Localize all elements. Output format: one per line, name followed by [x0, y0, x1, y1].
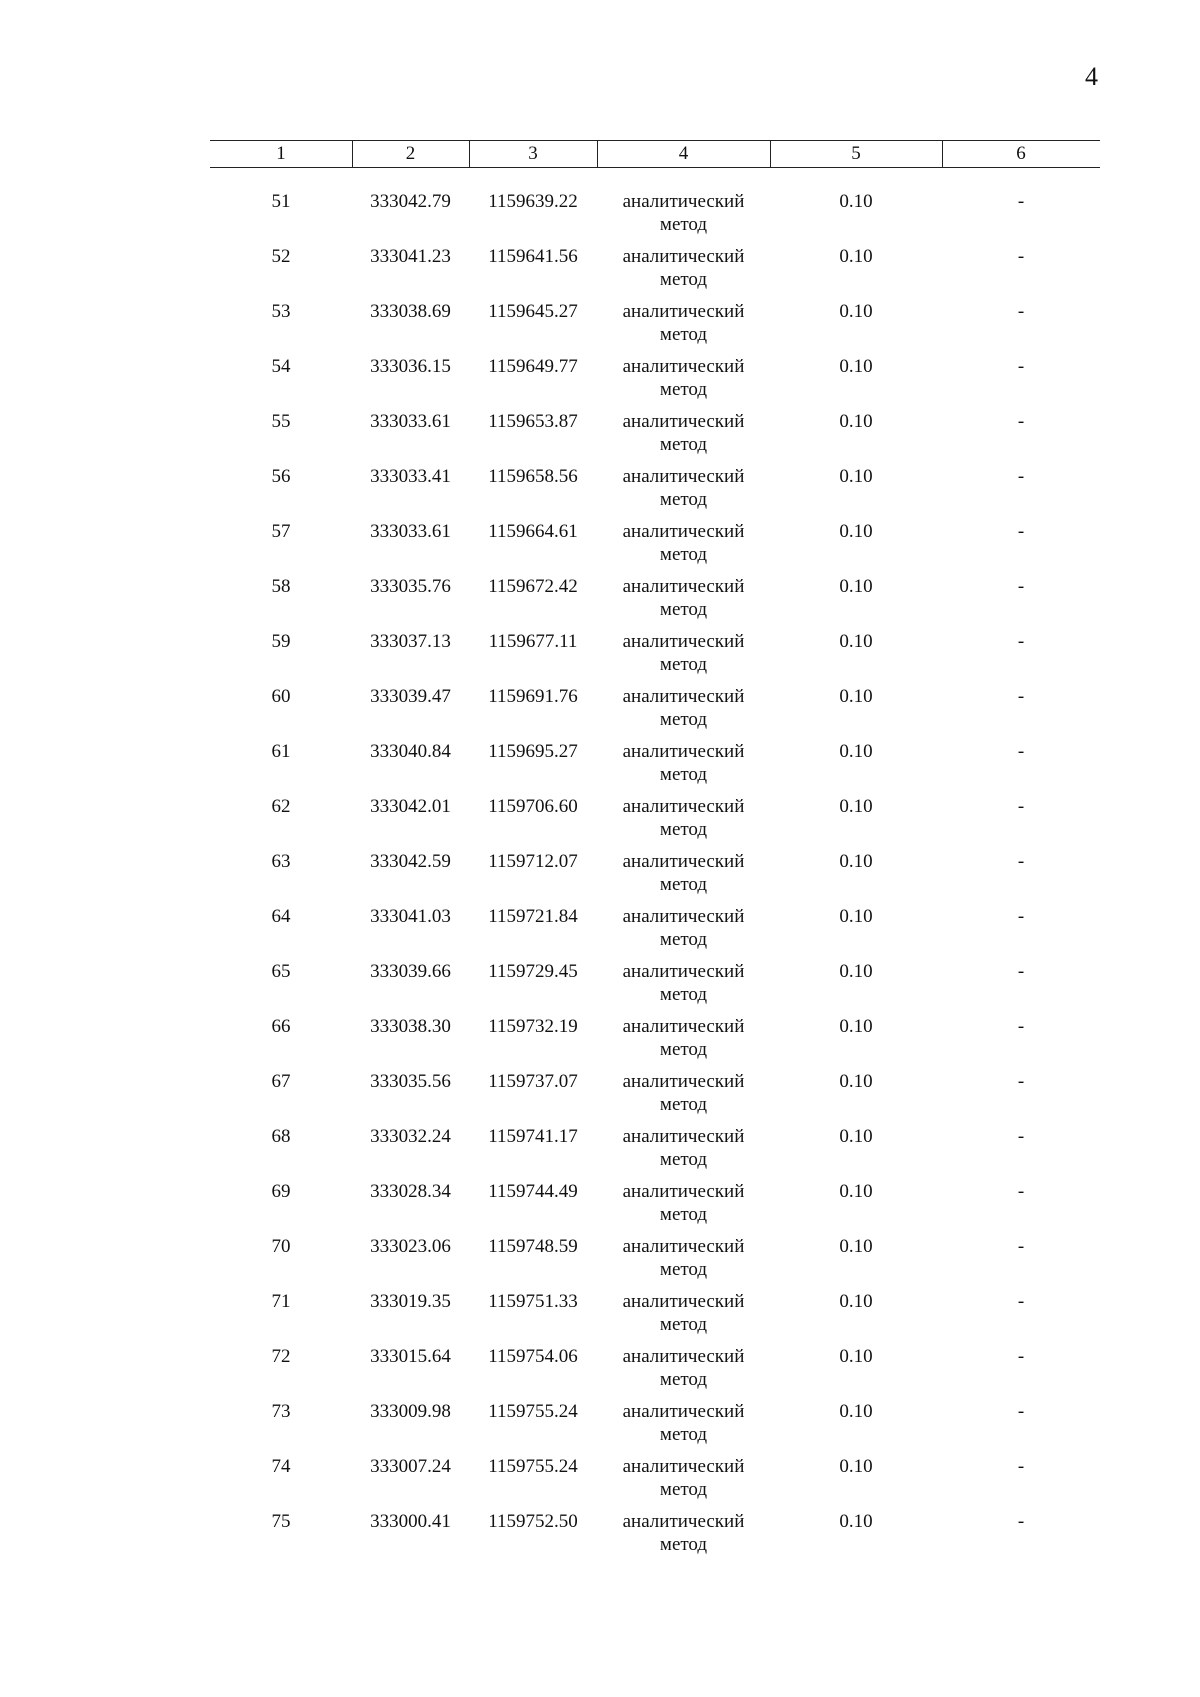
point-number: 73 — [271, 1401, 291, 1422]
note-value: - — [1017, 741, 1025, 762]
x-coordinate: 333042.59 — [370, 851, 451, 872]
x-coordinate: 333033.41 — [370, 466, 451, 487]
x-coordinate: 333007.24 — [370, 1456, 451, 1477]
method-line-1: аналитический — [622, 1181, 745, 1202]
x-coordinate: 333042.79 — [370, 191, 451, 212]
column-header-4: 4 — [678, 143, 689, 164]
method-cell — [597, 1015, 770, 1061]
x-coordinate: 333015.64 — [370, 1346, 451, 1367]
method-line-1: аналитический — [622, 1511, 745, 1532]
point-number: 67 — [271, 1071, 291, 1092]
method-line-1: аналитический — [622, 796, 745, 817]
table-row — [210, 1345, 1100, 1400]
point-number: 61 — [271, 741, 291, 762]
coordinates-table — [210, 140, 1100, 1565]
note-value: - — [1017, 1291, 1025, 1312]
accuracy-value: 0.10 — [839, 686, 873, 707]
point-number: 62 — [271, 796, 291, 817]
table-row — [210, 850, 1100, 905]
method-line-2: метод — [659, 379, 708, 400]
method-line-1: аналитический — [622, 411, 745, 432]
y-coordinate: 1159639.22 — [488, 191, 578, 212]
note-value: - — [1017, 1071, 1025, 1092]
point-number: 64 — [271, 906, 291, 927]
note-value: - — [1017, 466, 1025, 487]
method-line-2: метод — [659, 709, 708, 730]
y-coordinate: 1159755.24 — [488, 1456, 578, 1477]
method-cell — [597, 300, 770, 346]
table-row — [210, 905, 1100, 960]
method-line-2: метод — [659, 764, 708, 785]
method-cell — [597, 1290, 770, 1336]
table-body — [210, 190, 1100, 1565]
accuracy-value: 0.10 — [839, 301, 873, 322]
method-cell — [597, 190, 770, 236]
x-coordinate: 333038.69 — [370, 301, 451, 322]
y-coordinate: 1159653.87 — [488, 411, 578, 432]
x-coordinate: 333040.84 — [370, 741, 451, 762]
column-header-2: 2 — [405, 143, 416, 164]
method-line-2: метод — [659, 544, 708, 565]
point-number: 58 — [271, 576, 291, 597]
method-line-1: аналитический — [622, 686, 745, 707]
method-line-2: метод — [659, 269, 708, 290]
method-cell — [597, 355, 770, 401]
note-value: - — [1017, 1511, 1025, 1532]
x-coordinate: 333023.06 — [370, 1236, 451, 1257]
method-line-1: аналитический — [622, 521, 745, 542]
accuracy-value: 0.10 — [839, 246, 873, 267]
method-line-1: аналитический — [622, 1126, 745, 1147]
x-coordinate: 333033.61 — [370, 521, 451, 542]
y-coordinate: 1159695.27 — [488, 741, 578, 762]
table-row — [210, 410, 1100, 465]
accuracy-value: 0.10 — [839, 1126, 873, 1147]
point-number: 71 — [271, 1291, 291, 1312]
x-coordinate: 333033.61 — [370, 411, 451, 432]
method-line-1: аналитический — [622, 356, 745, 377]
note-value: - — [1017, 411, 1025, 432]
point-number: 70 — [271, 1236, 291, 1257]
method-line-1: аналитический — [622, 1401, 745, 1422]
method-line-2: метод — [659, 654, 708, 675]
method-cell — [597, 245, 770, 291]
table-row — [210, 190, 1100, 245]
method-cell — [597, 1180, 770, 1226]
y-coordinate: 1159741.17 — [488, 1126, 578, 1147]
note-value: - — [1017, 191, 1025, 212]
x-coordinate: 333000.41 — [370, 1511, 451, 1532]
y-coordinate: 1159672.42 — [488, 576, 578, 597]
method-cell — [597, 905, 770, 951]
method-line-1: аналитический — [622, 191, 745, 212]
method-line-1: аналитический — [622, 631, 745, 652]
method-line-2: метод — [659, 1424, 708, 1445]
method-line-2: метод — [659, 1479, 708, 1500]
table-row — [210, 355, 1100, 410]
accuracy-value: 0.10 — [839, 1071, 873, 1092]
accuracy-value: 0.10 — [839, 1401, 873, 1422]
note-value: - — [1017, 1126, 1025, 1147]
note-value: - — [1017, 356, 1025, 377]
accuracy-value: 0.10 — [839, 466, 873, 487]
method-line-2: метод — [659, 1039, 708, 1060]
y-coordinate: 1159737.07 — [488, 1071, 578, 1092]
accuracy-value: 0.10 — [839, 1291, 873, 1312]
y-coordinate: 1159729.45 — [488, 961, 578, 982]
accuracy-value: 0.10 — [839, 521, 873, 542]
y-coordinate: 1159658.56 — [488, 466, 578, 487]
method-cell — [597, 465, 770, 511]
y-coordinate: 1159744.49 — [488, 1181, 578, 1202]
y-coordinate: 1159641.56 — [488, 246, 578, 267]
note-value: - — [1017, 631, 1025, 652]
table-row — [210, 740, 1100, 795]
table-row — [210, 685, 1100, 740]
x-coordinate: 333028.34 — [370, 1181, 451, 1202]
method-line-2: метод — [659, 489, 708, 510]
note-value: - — [1017, 851, 1025, 872]
x-coordinate: 333041.03 — [370, 906, 451, 927]
y-coordinate: 1159748.59 — [488, 1236, 578, 1257]
table-row — [210, 1455, 1100, 1510]
accuracy-value: 0.10 — [839, 576, 873, 597]
point-number: 59 — [271, 631, 291, 652]
method-cell — [597, 575, 770, 621]
method-cell — [597, 960, 770, 1006]
method-line-2: метод — [659, 214, 708, 235]
point-number: 54 — [271, 356, 291, 377]
method-cell — [597, 795, 770, 841]
method-line-1: аналитический — [622, 1456, 745, 1477]
table-row — [210, 1235, 1100, 1290]
method-line-1: аналитический — [622, 1071, 745, 1092]
point-number: 55 — [271, 411, 291, 432]
accuracy-value: 0.10 — [839, 1346, 873, 1367]
method-line-2: метод — [659, 1314, 708, 1335]
y-coordinate: 1159677.11 — [488, 631, 578, 652]
table-row — [210, 465, 1100, 520]
method-line-1: аналитический — [622, 1291, 745, 1312]
method-line-1: аналитический — [622, 741, 745, 762]
table-row — [210, 1180, 1100, 1235]
x-coordinate: 333039.66 — [370, 961, 451, 982]
point-number: 66 — [271, 1016, 291, 1037]
y-coordinate: 1159732.19 — [488, 1016, 578, 1037]
table-row — [210, 1015, 1100, 1070]
point-number: 65 — [271, 961, 291, 982]
accuracy-value: 0.10 — [839, 356, 873, 377]
accuracy-value: 0.10 — [839, 906, 873, 927]
method-cell — [597, 410, 770, 456]
method-cell — [597, 520, 770, 566]
accuracy-value: 0.10 — [839, 1181, 873, 1202]
accuracy-value: 0.10 — [839, 1511, 873, 1532]
table-row — [210, 960, 1100, 1015]
method-line-2: метод — [659, 819, 708, 840]
y-coordinate: 1159751.33 — [488, 1291, 578, 1312]
method-line-2: метод — [659, 874, 708, 895]
method-cell — [597, 1510, 770, 1556]
point-number: 68 — [271, 1126, 291, 1147]
method-cell — [597, 1345, 770, 1391]
method-line-1: аналитический — [622, 246, 745, 267]
method-cell — [597, 1400, 770, 1446]
accuracy-value: 0.10 — [839, 191, 873, 212]
method-line-1: аналитический — [622, 301, 745, 322]
y-coordinate: 1159721.84 — [488, 906, 578, 927]
method-cell — [597, 1070, 770, 1116]
accuracy-value: 0.10 — [839, 961, 873, 982]
note-value: - — [1017, 1456, 1025, 1477]
note-value: - — [1017, 961, 1025, 982]
table-row — [210, 575, 1100, 630]
accuracy-value: 0.10 — [839, 1456, 873, 1477]
x-coordinate: 333035.56 — [370, 1071, 451, 1092]
accuracy-value: 0.10 — [839, 796, 873, 817]
note-value: - — [1017, 796, 1025, 817]
x-coordinate: 333009.98 — [370, 1401, 451, 1422]
method-line-1: аналитический — [622, 961, 745, 982]
point-number: 56 — [271, 466, 291, 487]
method-line-1: аналитический — [622, 1016, 745, 1037]
y-coordinate: 1159645.27 — [488, 301, 578, 322]
method-line-1: аналитический — [622, 851, 745, 872]
method-line-2: метод — [659, 1094, 708, 1115]
x-coordinate: 333032.24 — [370, 1126, 451, 1147]
y-coordinate: 1159706.60 — [488, 796, 578, 817]
note-value: - — [1017, 1016, 1025, 1037]
accuracy-value: 0.10 — [839, 411, 873, 432]
method-cell — [597, 630, 770, 676]
method-line-2: метод — [659, 984, 708, 1005]
y-coordinate: 1159712.07 — [488, 851, 578, 872]
table-row — [210, 1290, 1100, 1345]
table-row — [210, 245, 1100, 300]
y-coordinate: 1159755.24 — [488, 1401, 578, 1422]
note-value: - — [1017, 1181, 1025, 1202]
note-value: - — [1017, 1401, 1025, 1422]
table-row — [210, 1510, 1100, 1565]
method-line-1: аналитический — [622, 576, 745, 597]
table-row — [210, 1400, 1100, 1455]
method-line-1: аналитический — [622, 1346, 745, 1367]
column-header-3: 3 — [528, 143, 538, 164]
point-number: 60 — [271, 686, 291, 707]
point-number: 57 — [271, 521, 291, 542]
method-line-1: аналитический — [622, 1236, 745, 1257]
method-cell — [597, 850, 770, 896]
method-line-2: метод — [659, 1259, 708, 1280]
method-line-2: метод — [659, 599, 708, 620]
method-line-2: метод — [659, 324, 708, 345]
table-row — [210, 1125, 1100, 1180]
table-row — [210, 630, 1100, 685]
y-coordinate: 1159649.77 — [488, 356, 578, 377]
column-header-1: 1 — [276, 143, 286, 164]
method-cell — [597, 1455, 770, 1501]
method-line-1: аналитический — [622, 906, 745, 927]
x-coordinate: 333042.01 — [370, 796, 451, 817]
point-number: 53 — [271, 301, 291, 322]
accuracy-value: 0.10 — [839, 631, 873, 652]
method-line-1: аналитический — [622, 466, 745, 487]
method-line-2: метод — [659, 929, 708, 950]
x-coordinate: 333036.15 — [370, 356, 451, 377]
column-header-6: 6 — [1016, 143, 1026, 164]
point-number: 74 — [271, 1456, 291, 1477]
x-coordinate: 333019.35 — [370, 1291, 451, 1312]
method-line-2: метод — [659, 1534, 708, 1555]
accuracy-value: 0.10 — [839, 1016, 873, 1037]
accuracy-value: 0.10 — [839, 851, 873, 872]
point-number: 72 — [271, 1346, 291, 1367]
method-line-2: метод — [659, 1369, 708, 1390]
point-number: 52 — [271, 246, 291, 267]
method-cell — [597, 740, 770, 786]
note-value: - — [1017, 686, 1025, 707]
method-cell — [597, 1235, 770, 1281]
x-coordinate: 333038.30 — [370, 1016, 451, 1037]
page-number: 4 — [1085, 62, 1098, 91]
method-cell — [597, 685, 770, 731]
note-value: - — [1017, 246, 1025, 267]
method-line-2: метод — [659, 434, 708, 455]
point-number: 69 — [271, 1181, 291, 1202]
method-cell — [597, 1125, 770, 1171]
note-value: - — [1017, 1236, 1025, 1257]
y-coordinate: 1159691.76 — [488, 686, 578, 707]
method-line-2: метод — [659, 1204, 708, 1225]
table-header — [210, 140, 1100, 168]
note-value: - — [1017, 1346, 1025, 1367]
point-number: 63 — [271, 851, 291, 872]
y-coordinate: 1159664.61 — [488, 521, 578, 542]
note-value: - — [1017, 906, 1025, 927]
x-coordinate: 333035.76 — [370, 576, 451, 597]
table-row — [210, 1070, 1100, 1125]
y-coordinate: 1159754.06 — [488, 1346, 578, 1367]
x-coordinate: 333041.23 — [370, 246, 451, 267]
accuracy-value: 0.10 — [839, 1236, 873, 1257]
x-coordinate: 333039.47 — [370, 686, 451, 707]
table-row — [210, 520, 1100, 575]
accuracy-value: 0.10 — [839, 741, 873, 762]
y-coordinate: 1159752.50 — [488, 1511, 578, 1532]
point-number: 75 — [271, 1511, 291, 1532]
method-line-2: метод — [659, 1149, 708, 1170]
note-value: - — [1017, 576, 1025, 597]
note-value: - — [1017, 521, 1025, 542]
table-row — [210, 300, 1100, 355]
table-row — [210, 795, 1100, 850]
note-value: - — [1017, 301, 1025, 322]
x-coordinate: 333037.13 — [370, 631, 451, 652]
point-number: 51 — [271, 191, 291, 212]
column-header-5: 5 — [851, 143, 861, 164]
